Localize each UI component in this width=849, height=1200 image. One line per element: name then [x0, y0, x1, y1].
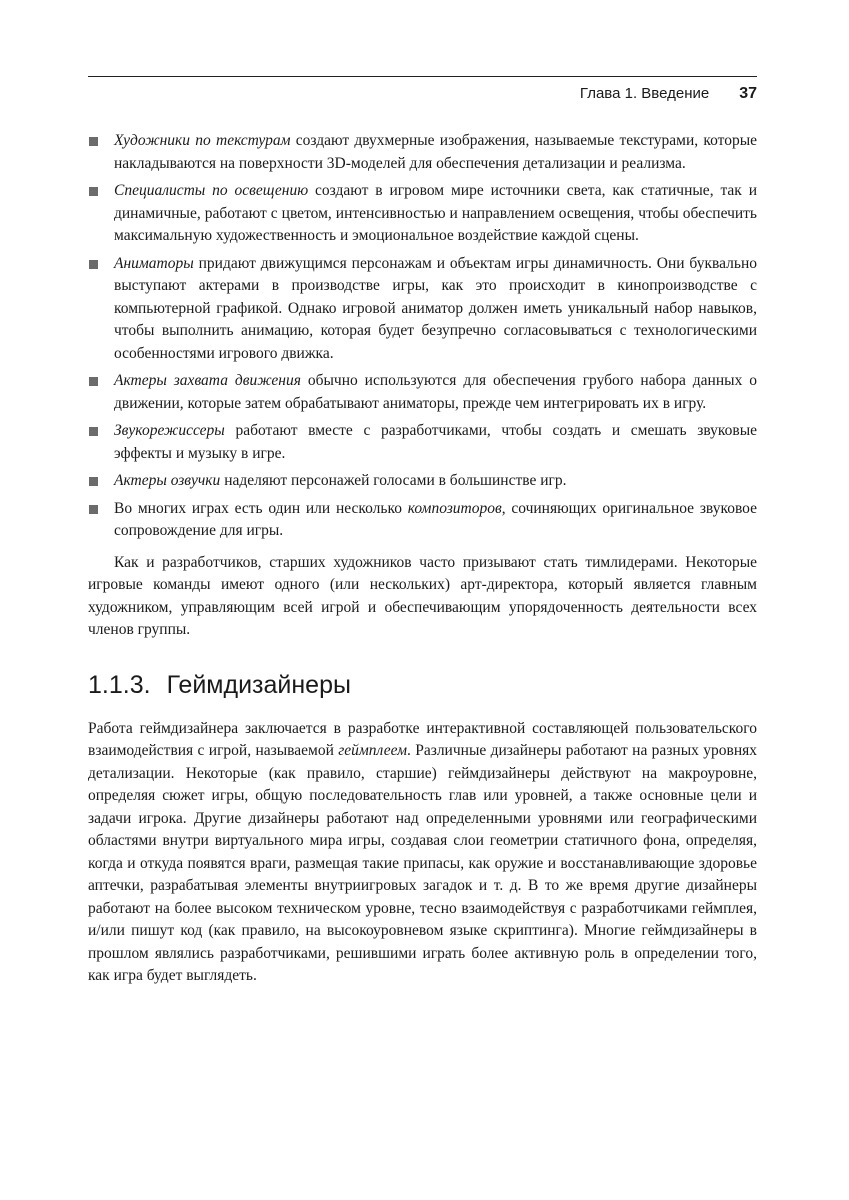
square-bullet-icon	[89, 260, 98, 269]
role-term: Актеры озвучки	[114, 472, 221, 489]
list-item	[88, 470, 757, 493]
paragraph-art-leads: Как и разработчиков, старших художников часто призывают стать тимлидерами. Некоторые игровые команды имеют одного (или нескольких) арт-директора, который является главным художником, управляющим всей игрой и обеспечивающим упорядоченность деятельности всех членов группы.	[88, 553, 757, 638]
list-item	[88, 498, 757, 543]
gameplay-term: геймплеем	[338, 742, 407, 759]
role-term: Актеры захвата движения	[114, 372, 301, 389]
square-bullet-icon	[89, 137, 98, 146]
role-description: работают вместе с разработчиками, чтобы создать и смешать звуковые эффекты и музыку в игре.	[114, 422, 757, 462]
role-term: композиторов	[407, 499, 502, 517]
role-description: обычно используются для обеспечения грубого набора данных о движении, которые затем обрабатывают аниматоры, прежде чем интегрировать их в игру.	[114, 372, 757, 412]
list-item	[88, 253, 757, 366]
running-header	[580, 84, 757, 104]
list-item	[88, 420, 757, 465]
paragraph-text-rest: . Различные дизайнеры работают на разных уровнях детализации. Некоторые (как правило, старшие) геймдизайнеры действуют на макроуровне, определяя сюжет игры, общую последовательность глав или уровней, а также основные цели и задачи игрока. Другие дизайнеры работают над определенными уровнями или географическими областями внутри виртуального мира игры, создавая слои геометрии статичного фона, определяя, когда и откуда появятся враги, размещая такие припасы, как оружие и восстанавливающие здоровье аптечки, разрабатывая элементы внутриигровых загадок и т. д. В то же время другие дизайнеры работают на более высоком техническом уровне, тесно взаимодействуя с разработчиками геймплея, и/или пишут код (как правило, на высокоуровневом языке скриптинга). Многие геймдизайнеры в прошлом являлись разработчиками, решившими играть более активную роль в определении того, как игра будет выглядеть.	[88, 742, 757, 984]
paragraph-game-designers	[88, 718, 757, 988]
page-number: 37	[739, 85, 757, 102]
section-title: Геймдизайнеры	[166, 670, 351, 699]
role-description: наделяют персонажей голосами в большинстве игр.	[220, 472, 567, 489]
role-term: Звукорежиссеры	[114, 422, 225, 439]
square-bullet-icon	[89, 505, 98, 514]
list-item	[88, 130, 757, 175]
roles-list	[88, 130, 757, 543]
list-item	[88, 180, 757, 248]
role-description: создают двухмерные изображения, называемые текстурами, которые накладываются на поверхности 3D-моделей для обеспечения детализации и реализма.	[114, 132, 758, 172]
paragraph-text-start: Работа геймдизайнера заключается в разработке интерактивной составляющей пользовательского взаимодействия с игрой, называемой	[88, 719, 757, 759]
section-heading	[88, 670, 757, 700]
square-bullet-icon	[89, 427, 98, 436]
section-number: 1.1.3.	[88, 670, 151, 699]
header-rule	[88, 76, 757, 77]
list-item	[88, 370, 757, 415]
chapter-title: Глава 1. Введение	[579, 85, 710, 102]
square-bullet-icon	[89, 187, 98, 196]
role-description: придают движущимся персонажам и объектам игры динамичность. Они буквально выступают актерами в производстве игры, как это происходит в кинопроизводстве с компьютерной графикой. Однако игровой аниматор должен иметь уникальный набор навыков, чтобы выполнить анимацию, которая будет безупречно согласовываться с технологическими особенностями игрового движка.	[114, 254, 757, 362]
role-suffix: , сочиняющих оригинальное звуковое сопровождение для игры.	[114, 499, 757, 539]
role-prefix: Во многих играх есть один или несколько	[114, 499, 408, 517]
page-body	[88, 130, 757, 988]
square-bullet-icon	[89, 477, 98, 486]
role-description: создают в игровом мире источники света, как статичные, так и динамичные, работают с цветом, интенсивностью и направлением освещения, чтобы обеспечить максимальную художественность и эмоциональное воздействие каждой сцены.	[114, 182, 757, 244]
role-term: Специалисты по освещению	[114, 182, 309, 199]
square-bullet-icon	[89, 377, 98, 386]
role-term: Художники по текстурам	[114, 132, 291, 149]
role-term: Аниматоры	[114, 254, 194, 272]
